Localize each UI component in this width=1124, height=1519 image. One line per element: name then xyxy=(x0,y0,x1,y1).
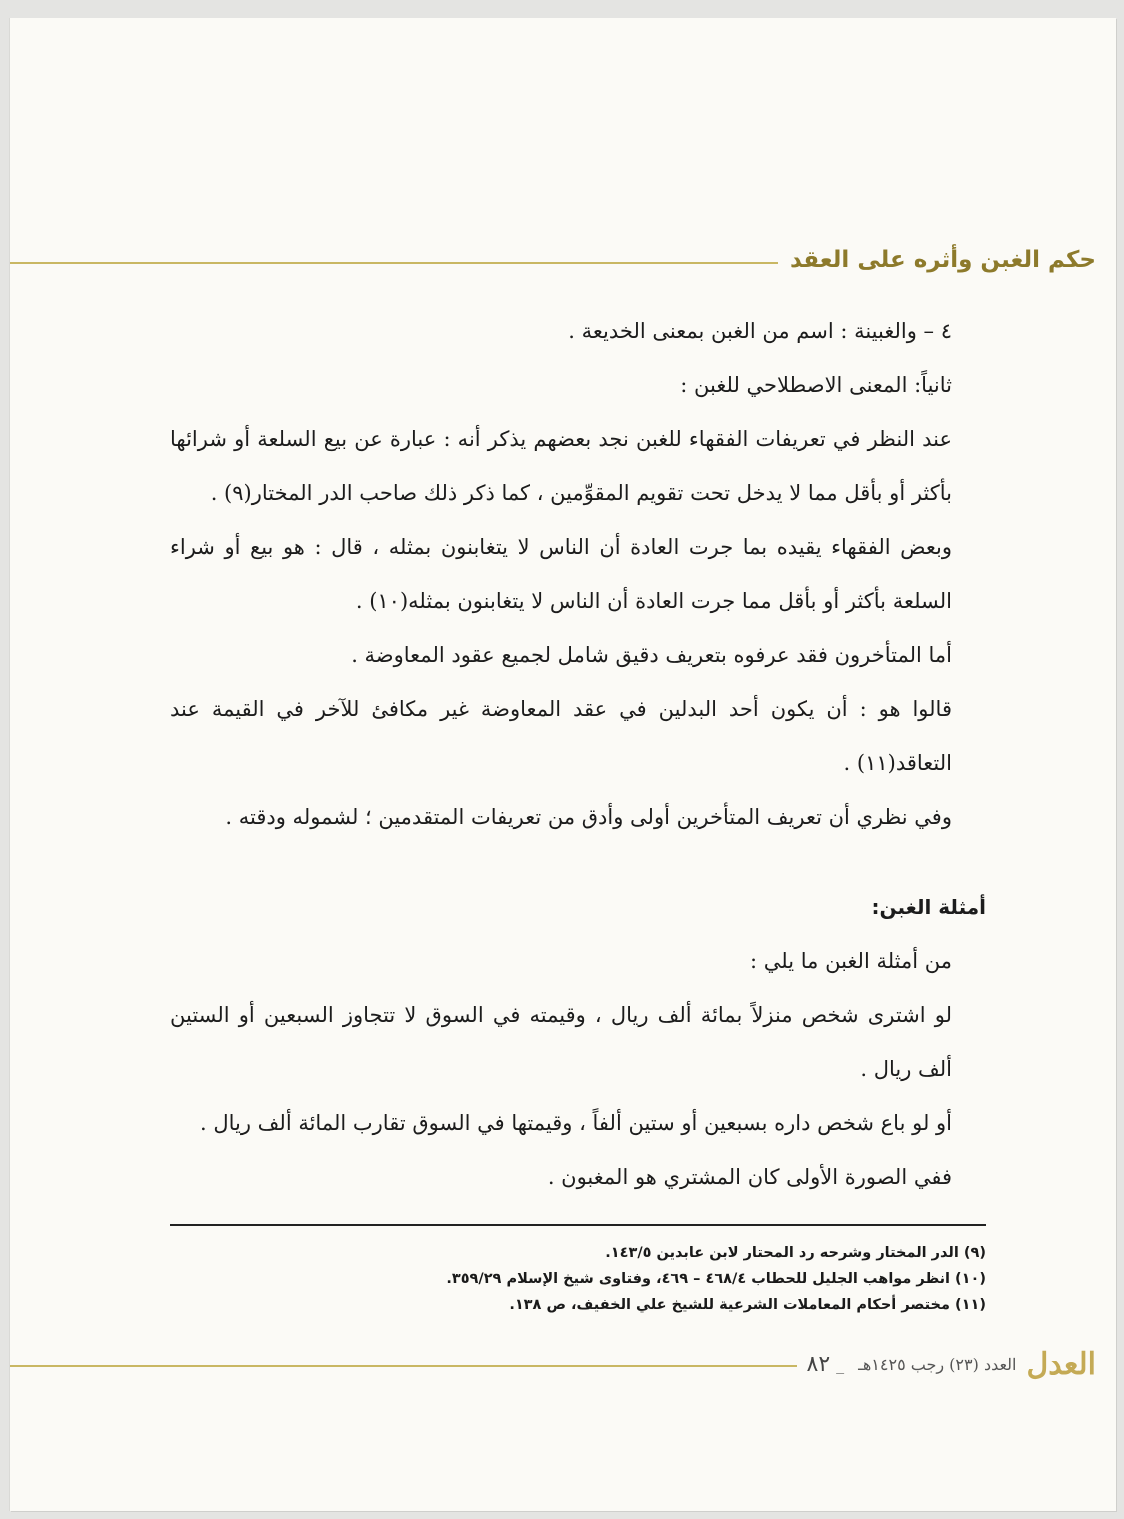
subheading-terminology: ثانياً: المعنى الاصطلاحي للغبن : xyxy=(680,373,952,397)
page-footer xyxy=(10,1344,1096,1384)
page xyxy=(10,18,1116,1511)
footer-rule xyxy=(10,1365,797,1367)
issue-info: العدد (٢٣) رجب ١٤٢٥هـ xyxy=(858,1354,1017,1374)
paragraph: أو لو باع شخص داره بسبعين أو ستين ألفاً ، وقيمتها في السوق تقارب المائة ألف ريال . xyxy=(200,1111,952,1135)
section-gap xyxy=(170,844,986,880)
journal-logo: العدل xyxy=(1026,1346,1096,1382)
paragraph: من أمثلة الغبن ما يلي : xyxy=(750,949,952,973)
paragraph: ففي الصورة الأولى كان المشتري هو المغبون . xyxy=(547,1165,952,1189)
page-number: ٨٢ xyxy=(806,1351,831,1377)
footnotes xyxy=(170,1240,986,1318)
paragraph: لو اشترى شخص منزلاً بمائة ألف ريال ، وقيمته في السوق لا تتجاوز السبعين أو الستين ألف ريال . xyxy=(170,1003,952,1081)
paragraph: وفي نظري أن تعريف المتأخرين أولى وأدق من تعريفات المتقدمين ؛ لشموله ودقته . xyxy=(225,805,952,829)
footer-dash: _ xyxy=(836,1354,845,1374)
section-heading-examples: أمثلة الغبن: xyxy=(871,895,986,919)
paragraph: وبعض الفقهاء يقيده بما جرت العادة أن الناس لا يتغابنون بمثله ، قال : هو بيع أو شراء السلعة بأكثر أو بأقل مما جرت العادة أن الناس لا يتغابنون بمثله(١٠) . xyxy=(170,535,952,613)
footnote-separator xyxy=(170,1224,986,1226)
paragraph: أما المتأخرون فقد عرفوه بتعريف دقيق شامل لجميع عقود المعاوضة . xyxy=(351,643,952,667)
paragraph: عند النظر في تعريفات الفقهاء للغبن نجد بعضهم يذكر أنه : عبارة عن بيع السلعة أو شرائها بأكثر أو بأقل مما لا يدخل تحت تقويم المقوِّمين ، كما ذكر ذلك صاحب الدر المختار(٩) . xyxy=(170,427,952,505)
footnote-9: (٩) الدر المختار وشرحه رد المحتار لابن عابدين ١٤٣/٥. xyxy=(605,1245,986,1261)
header-title: حكم الغبن وأثره على العقد xyxy=(789,247,1096,273)
paragraph: ٤ – والغبينة : اسم من الغبن بمعنى الخديعة . xyxy=(568,319,952,343)
running-header xyxy=(10,240,1096,280)
header-rule xyxy=(10,262,778,264)
article-body xyxy=(170,304,986,1204)
footnote-11: (١١) مختصر أحكام المعاملات الشرعية للشيخ علي الخفيف، ص ١٣٨. xyxy=(509,1297,986,1313)
paragraph: قالوا هو : أن يكون أحد البدلين في عقد المعاوضة غير مكافئ للآخر في القيمة عند التعاقد(١١) . xyxy=(170,697,952,775)
footnote-10: (١٠) انظر مواهب الجليل للحطاب ٤٦٨/٤ – ٤٦٩، وفتاوى شيخ الإسلام ٣٥٩/٢٩. xyxy=(446,1271,986,1287)
